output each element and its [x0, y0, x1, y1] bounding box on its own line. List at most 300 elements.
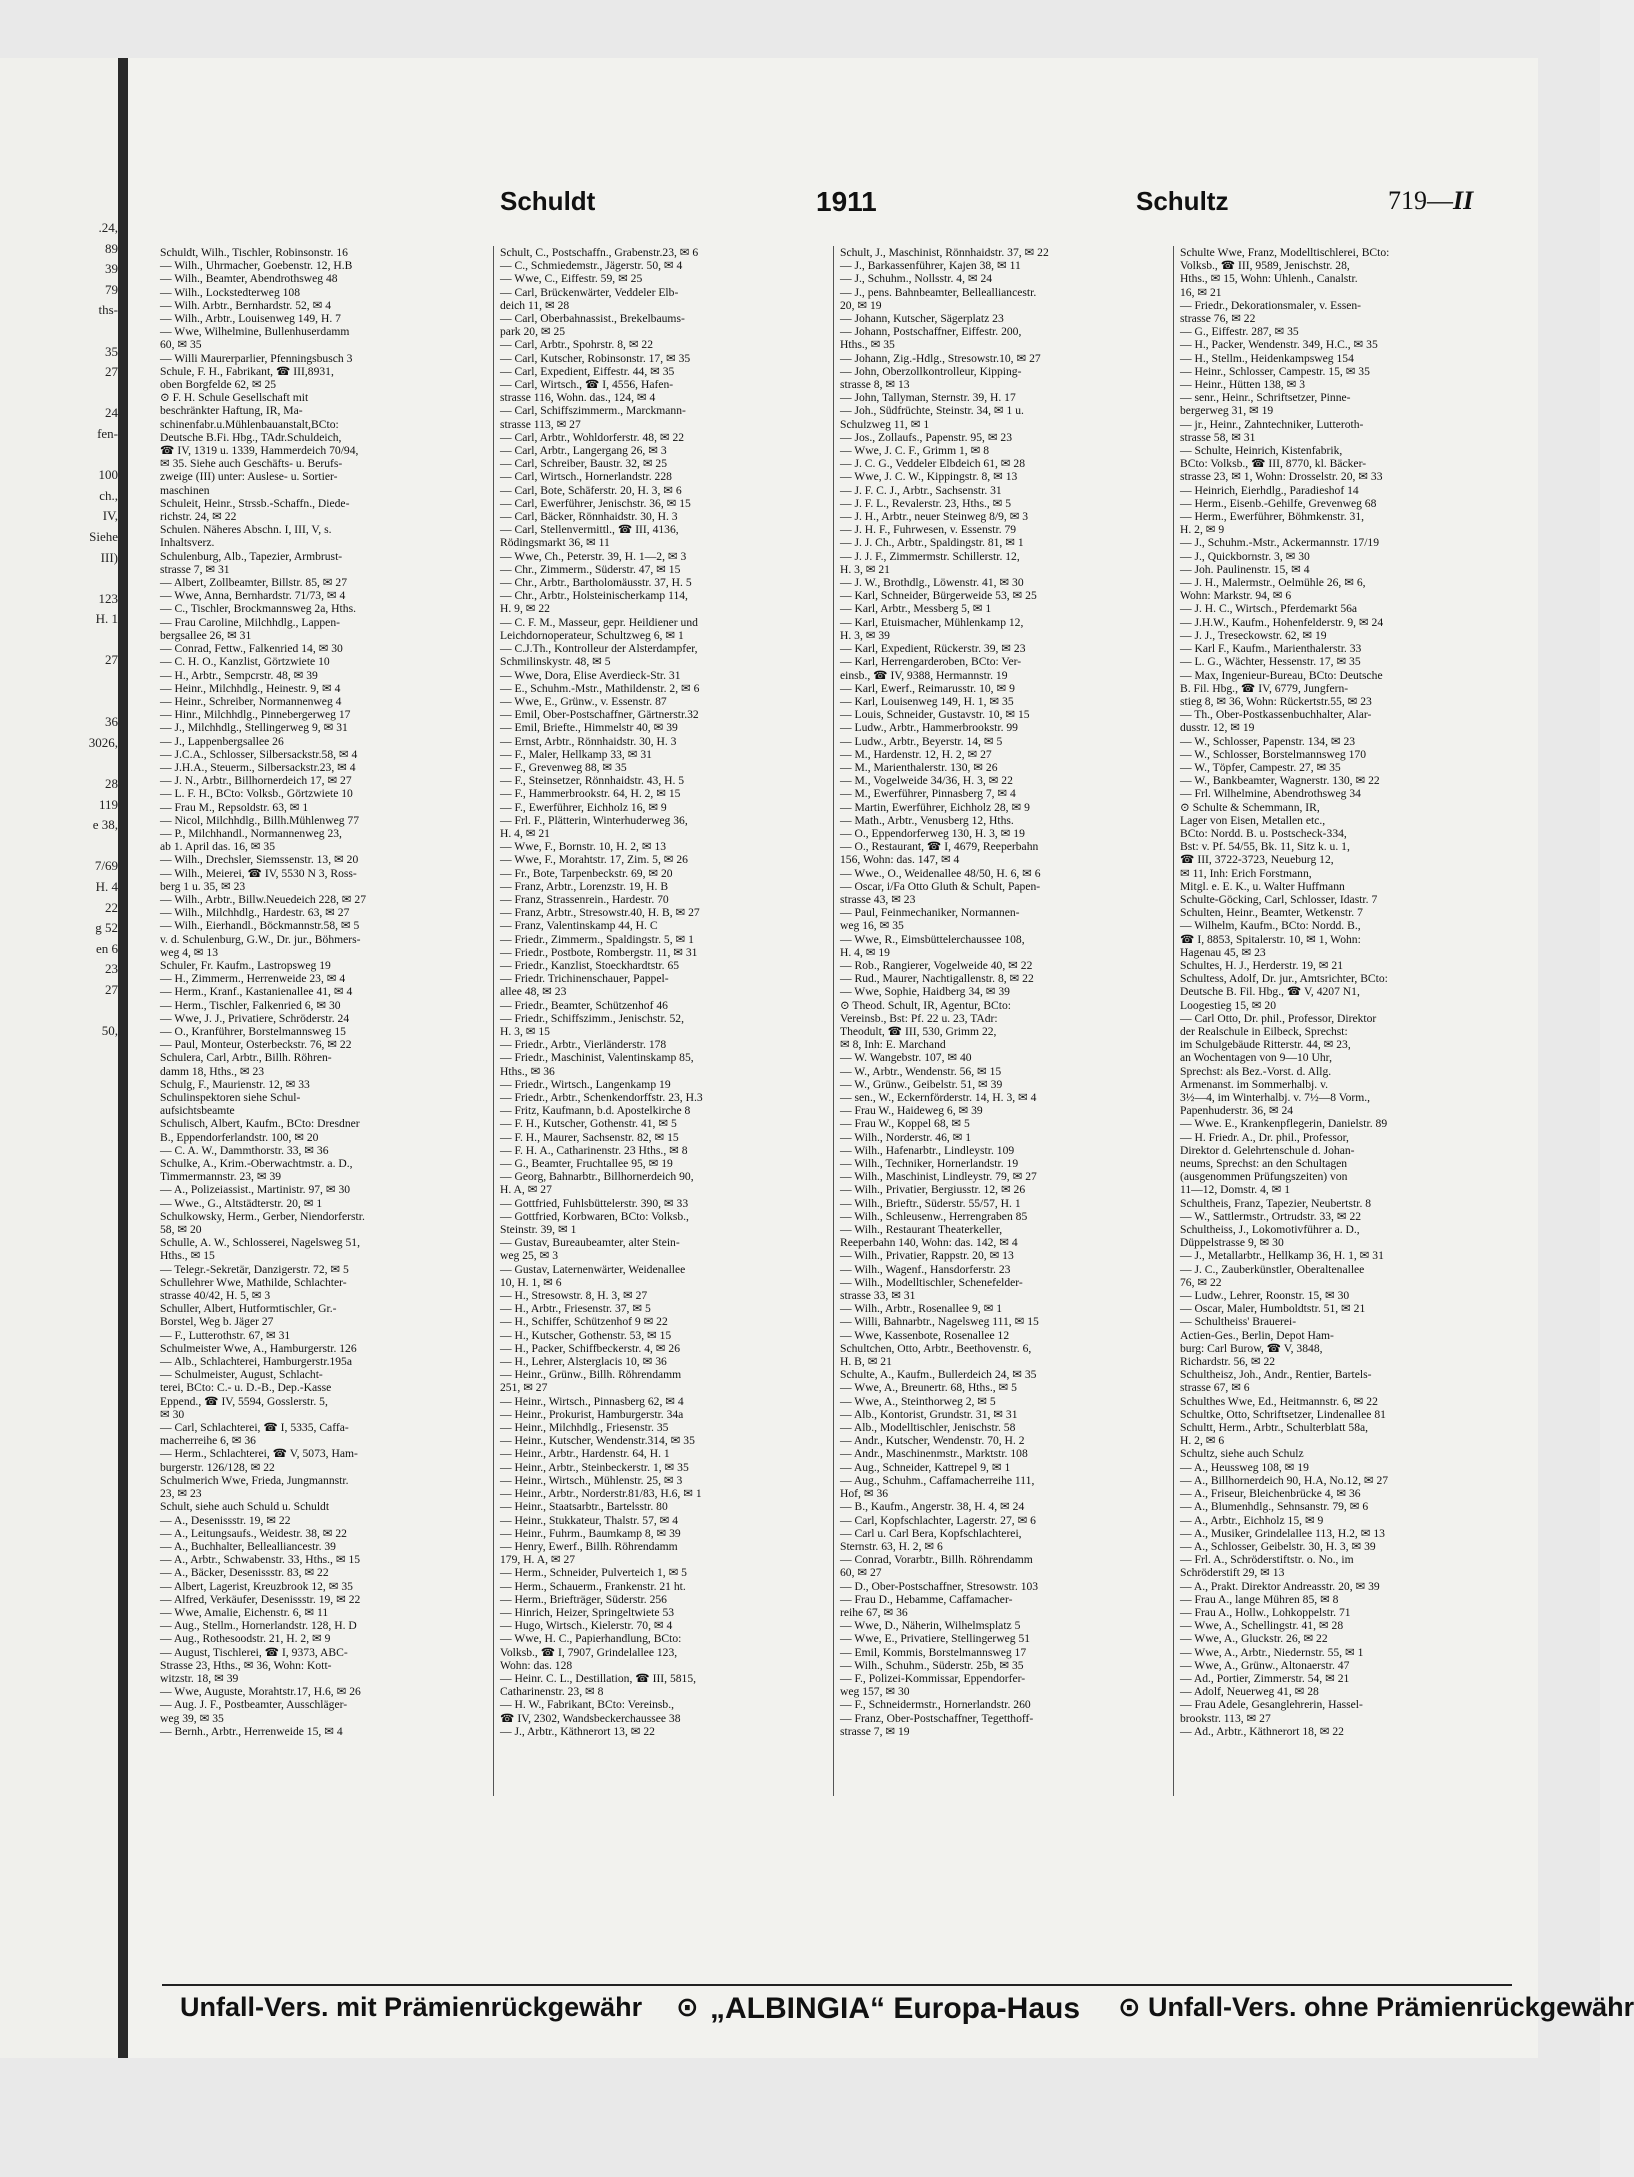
directory-entry-line: H. B, ✉ 21: [840, 1355, 892, 1369]
directory-entry-line: burg: Carl Burow, ☎ V, 3848,: [1180, 1341, 1323, 1355]
directory-entry-line: strasse 116, Wohn. das., 124, ✉ 4: [500, 391, 656, 405]
directory-entry-line: — J. C. G., Veddeler Elbdeich 61, ✉ 28: [840, 457, 1025, 471]
directory-entry-line: — Bernh., Arbtr., Herrenweide 15, ✉ 4: [160, 1724, 343, 1738]
directory-entry-line: strasse 67, ✉ 6: [1180, 1381, 1250, 1395]
directory-entry-line: — J. J., Treseckowstr. 62, ✉ 19: [1180, 628, 1327, 642]
directory-entry-line: — Albert, Zollbeamter, Billstr. 85, ✉ 27: [160, 576, 347, 590]
directory-entry-line: — O., Kranführer, Borstelmannsweg 15: [160, 1024, 346, 1038]
previous-page-fragment: [89, 753, 118, 774]
directory-entry-line: ☎ I, 8853, Spitalerstr. 10, ✉ 1, Wohn:: [1180, 932, 1361, 946]
directory-entry-line: — A., Bäcker, Desenissstr. 83, ✉ 22: [160, 1566, 329, 1580]
directory-entry-line: terei, BCto: C.- u. D.-B., Dep.-Kasse: [160, 1381, 332, 1395]
page-number: [1388, 186, 1473, 216]
directory-entry-line: B., Eppendorferlandstr. 100, ✉ 20: [160, 1130, 319, 1144]
directory-entry-line: — Oscar, i/Fa Otto Gluth & Schult, Papen-: [840, 879, 1041, 893]
previous-page-fragment: 23: [105, 961, 118, 977]
previous-page-fragment: ch.,: [99, 487, 118, 503]
previous-page-fragment: [89, 671, 118, 692]
directory-entry-line: burgerstr. 126/128, ✉ 22: [160, 1460, 275, 1474]
directory-entry-line: Schultes, H. J., Herderstr. 19, ✉ 21: [1180, 958, 1343, 972]
footer-rule: [162, 1984, 1512, 1986]
directory-entry-line: — Karl, Ewerf., Reimarusstr. 10, ✉ 9: [840, 681, 1015, 695]
directory-entry-line: Schulg, F., Maurienstr. 12, ✉ 33: [160, 1077, 310, 1091]
directory-entry-line: — Hugo, Wirtsch., Kielerstr. 70, ✉ 4: [500, 1619, 673, 1633]
directory-entry-line: im Schulgebäude Ritterstr. 44, ✉ 23,: [1180, 1038, 1351, 1052]
directory-entry-line: — Wwe, Ch., Peterstr. 39, H. 1—2, ✉ 3: [500, 549, 687, 563]
directory-entry-line: — Hinrich, Heizer, Springeltwiete 53: [500, 1605, 675, 1619]
directory-entry-line: — J.H.W., Kaufm., Hohenfelderstr. 9, ✉ 24: [1180, 615, 1384, 629]
directory-entry-line: — Schultheiss' Brauerei-: [1180, 1315, 1297, 1329]
directory-entry-line: — Heinr., Staatsarbtr., Bartelsstr. 80: [500, 1500, 668, 1514]
directory-entry-line: strasse 40/42, H. 5, ✉ 3: [160, 1289, 271, 1303]
directory-entry-line: — Karl, Schneider, Bürgerweide 53, ✉ 25: [840, 589, 1037, 603]
directory-entry-line: — Heinr., Prokurist, Hamburgerstr. 34a: [500, 1407, 684, 1421]
directory-entry-line: — Oscar, Maler, Humboldtstr. 51, ✉ 21: [1180, 1302, 1366, 1316]
directory-entry-line: — Emil, Kommis, Borstelmannsweg 17: [840, 1645, 1027, 1659]
directory-entry-line: Schulthes Wwe, Ed., Heitmannstr. 6, ✉ 22: [1180, 1394, 1378, 1408]
directory-entry-line: Schuleit, Heinr., Strssb.-Schaffn., Diede-: [160, 496, 350, 510]
previous-page-fragment: 24: [105, 405, 118, 421]
directory-entry-line: ☎ IV, 1319 u. 1339, Hammerdeich 70/94,: [160, 444, 359, 458]
directory-entry-line: — Heinr., Schlosser, Campestr. 15, ✉ 35: [1180, 364, 1370, 378]
directory-entry-line: Schulte Wwe, Franz, Modelltischlerei, BCto:: [1180, 246, 1390, 259]
directory-entry-line: — Wwe, Wilhelmine, Bullenhuserdamm: [160, 325, 350, 339]
directory-entry-line: — Ad., Arbtr., Käthnerort 18, ✉ 22: [1180, 1724, 1344, 1738]
header-year: 1911: [816, 186, 877, 217]
directory-entry-line: ✉ 11, Inh: Erich Forstmann,: [1180, 866, 1312, 880]
directory-entry-line: ⊙ Schulte & Schemmann, IR,: [1180, 800, 1320, 814]
directory-entry-line: weg 39, ✉ 35: [160, 1711, 224, 1725]
directory-entry-line: — Karl, Arbtr., Messberg 5, ✉ 1: [840, 602, 992, 616]
directory-entry-line: — Heinr. C. L., Destillation, ☎ III, 5815,: [500, 1671, 697, 1685]
directory-entry-line: — Heinr., Stukkateur, Thalstr. 57, ✉ 4: [500, 1513, 679, 1527]
directory-entry-line: — J. C., Zauberkünstler, Oberaltenallee: [1180, 1262, 1365, 1276]
previous-page-fragment: .24,: [98, 220, 118, 235]
directory-entry-line: — W., Grünw., Geibelstr. 51, ✉ 39: [840, 1077, 1003, 1091]
directory-entry-line: 20, ✉ 19: [840, 298, 882, 312]
directory-entry-line: — Chr., Zimmerm., Süderstr. 47, ✉ 15: [500, 562, 681, 576]
directory-entry-line: — G., Eiffestr. 287, ✉ 35: [1180, 325, 1299, 339]
directory-entry-line: Mitgl. e. E. K., u. Walter Huffmann: [1180, 879, 1345, 893]
directory-entry-line: — Friedr., Zimmerm., Spaldingstr. 5, ✉ 1: [500, 932, 694, 946]
directory-page: [128, 58, 1634, 2058]
directory-entry-line: H. 3, ✉ 21: [840, 562, 890, 576]
footer-separator-2: ⊙: [1118, 1992, 1141, 2022]
directory-entry-line: — Friedr., Maschinist, Valentinskamp 85,: [500, 1051, 694, 1065]
directory-entry-line: — Wwe, Anna, Bernhardstr. 71/73, ✉ 4: [160, 589, 346, 603]
directory-entry-line: — A., Arbtr., Schwabenstr. 33, Hths., ✉ 15: [160, 1553, 361, 1567]
directory-entry-line: strasse 43, ✉ 23: [840, 892, 916, 906]
directory-entry-line: — F., Steinsetzer, Rönnhaidstr. 43, H. 5: [500, 774, 685, 788]
page-number-suffix: II: [1453, 186, 1474, 215]
directory-entry-line: — H., Lehrer, Alsterglacis 10, ✉ 36: [500, 1355, 667, 1369]
directory-entry-line: strasse 76, ✉ 22: [1180, 312, 1256, 326]
directory-entry-line: — Franz, Arbtr., Stresowstr.40, H. B, ✉ 27: [500, 906, 700, 920]
directory-entry-line: — G., Beamter, Fruchtallee 95, ✉ 19: [500, 1157, 673, 1171]
directory-entry-line: Schulke, A., Krim.-Oberwachtmstr. a. D.,: [160, 1157, 353, 1171]
directory-entry-line: — J., Schuhm.-Mstr., Ackermannstr. 17/19: [1180, 536, 1380, 550]
directory-entry-line: — F., Ewerführer, Eichholz 16, ✉ 9: [500, 800, 667, 814]
directory-entry-line: Schulzweg 11, ✉ 1: [840, 417, 930, 431]
directory-entry-line: — Wilhelm, Kaufm., BCto: Nordd. B.,: [1180, 919, 1361, 933]
directory-entry-line: — Aug., Schneider, Kattrepel 9, ✉ 1: [840, 1460, 1011, 1474]
directory-entry-line: — H., Stellm., Heidenkampsweg 154: [1180, 351, 1354, 365]
directory-entry-line: — Wilh., Meierei, ☎ IV, 5530 N 3, Ross-: [160, 866, 357, 880]
directory-entry-line: — Joh. Paulinenstr. 15, ✉ 4: [1180, 562, 1310, 576]
directory-entry-line: Borstel, Weg b. Jäger 27: [160, 1315, 274, 1329]
column-4: [1180, 246, 1506, 1738]
directory-entry-line: — Carl, Oberbahnassist., Brekelbaums-: [500, 312, 685, 326]
directory-entry-line: — A., Heussweg 108, ✉ 19: [1180, 1460, 1309, 1474]
directory-entry-line: — Carl, Wirtsch., ☎ I, 4556, Hafen-: [500, 378, 674, 392]
directory-entry-line: — Carl, Arbtr., Spohrstr. 8, ✉ 22: [500, 338, 654, 352]
directory-entry-line: — Heinr., Arbtr., Norderstr.81/83, H.6, ✉ 1: [500, 1487, 702, 1501]
previous-page-fragment: [89, 321, 118, 342]
directory-entry-line: — Friedr. Trichinenschauer, Pappel-: [500, 972, 669, 986]
directory-entry-line: — M., Marienthalerstr. 130, ✉ 26: [840, 760, 998, 774]
directory-entry-line: H. A, ✉ 27: [500, 1183, 552, 1197]
directory-entry-line: — Wilh., Eierhandl., Böckmannstr.58, ✉ 5: [160, 919, 360, 933]
directory-entry-line: — Wwe, A., Arbtr., Niedernstr. 55, ✉ 1: [1180, 1645, 1364, 1659]
directory-entry-line: Deutsche B. Fil. Hbg., ☎ V, 4207 N1,: [1180, 985, 1360, 999]
directory-entry-line: — Friedr., Arbtr., Schenkendorffstr. 23, H.3: [500, 1091, 703, 1104]
directory-entry-line: strasse 7, ✉ 19: [840, 1724, 910, 1738]
directory-entry-line: ✉ 30: [160, 1407, 185, 1421]
directory-entry-line: Schulera, Carl, Arbtr., Billh. Röhren-: [160, 1051, 332, 1065]
directory-entry-line: — Wilh., Techniker, Hornerlandstr. 19: [840, 1157, 1019, 1171]
directory-entry-line: — Wilh., Brieftr., Süderstr. 55/57, H. 1: [840, 1196, 1021, 1210]
directory-entry-line: — Wwe, F., Bornstr. 10, H. 2, ✉ 13: [500, 840, 667, 854]
directory-entry-line: — A., Prakt. Direktor Andreasstr. 20, ✉ 39: [1180, 1579, 1380, 1593]
directory-entry-line: H. 4, ✉ 19: [840, 945, 890, 959]
previous-page-fragment: g 52: [95, 920, 118, 936]
directory-entry-line: — Jos., Zollaufs., Papenstr. 95, ✉ 23: [840, 430, 1013, 444]
directory-entry-line: — C. A. W., Dammthorstr. 33, ✉ 36: [160, 1143, 329, 1157]
directory-entry-line: — Schulmeister, August, Schlacht-: [160, 1368, 323, 1382]
previous-page-fragment: 27: [105, 364, 118, 380]
directory-entry-line: — Heinrich, Eierhdlg., Paradieshof 14: [1180, 483, 1359, 497]
directory-entry-line: — Aug. J. F., Postbeamter, Ausschläger-: [160, 1698, 348, 1712]
previous-page-fragment: 39: [105, 261, 118, 277]
directory-entry-line: strasse 113, ✉ 27: [500, 417, 581, 431]
directory-entry-line: richstr. 24, ✉ 22: [160, 510, 237, 524]
directory-entry-line: — Herm., Schlachterei, ☎ V, 5073, Ham-: [160, 1447, 358, 1461]
directory-entry-line: 11—12, Domstr. 4, ✉ 1: [1180, 1183, 1291, 1197]
directory-entry-line: Sprechst: als Bez.-Vorst. d. Allg.: [1180, 1064, 1332, 1078]
directory-entry-line: 156, Wohn: das. 147, ✉ 4: [840, 853, 960, 867]
directory-entry-line: — Schulte, Heinrich, Kistenfabrik,: [1180, 444, 1343, 458]
directory-entry-line: — J. H. C., Wirtsch., Pferdemarkt 56a: [1180, 602, 1358, 616]
directory-entry-line: — J.H.A., Steuerm., Silbersackstr.23, ✉ 4: [160, 760, 356, 774]
directory-entry-line: Schulle, A. W., Schlosserei, Nagelsweg 51,: [160, 1236, 360, 1250]
directory-entry-line: — Wwe, Auguste, Morahtstr.17, H.6, ✉ 26: [160, 1685, 361, 1699]
directory-entry-line: — Wwe, J. J., Privatiere, Schröderstr. 24: [160, 1011, 350, 1025]
directory-entry-line: — Wilh., Milchhdlg., Hardestr. 63, ✉ 27: [160, 906, 350, 920]
directory-entry-line: — Wilh., Maschinist, Lindleystr. 79, ✉ 27: [840, 1170, 1037, 1184]
directory-columns: [160, 246, 1520, 1946]
footer-left-ad: Unfall-Vers. mit Prämienrückgewähr: [180, 1992, 643, 2022]
directory-entry-line: Eppend., ☎ IV, 5594, Gosslerstr. 5,: [160, 1394, 328, 1408]
directory-entry-line: — F., Maler, Hellkamp 33, ✉ 31: [500, 747, 652, 761]
directory-entry-line: — Ludw., Arbtr., Hammerbrookstr. 99: [840, 721, 1018, 735]
directory-entry-line: — F., Schneidermstr., Hornerlandstr. 260: [840, 1698, 1031, 1712]
directory-entry-line: — D., Ober-Postschaffner, Stresowstr. 103: [840, 1579, 1039, 1593]
previous-page-fragment: III): [100, 549, 118, 565]
directory-entry-line: — W., Sattlermstr., Ortrudstr. 33, ✉ 22: [1180, 1209, 1362, 1223]
previous-page-fragment: 22: [105, 899, 118, 915]
directory-entry-line: Schulen. Näheres Abschn. I, III, V, s.: [160, 523, 332, 537]
directory-entry-line: — Wwe, A., Gluckstr. 26, ✉ 22: [1180, 1632, 1328, 1646]
directory-entry-line: — J. N., Arbtr., Billhornerdeich 17, ✉ 27: [160, 774, 352, 788]
directory-entry-line: — Heinr., Arbtr., Steinbeckerstr. 1, ✉ 35: [500, 1460, 689, 1474]
directory-entry-line: — Andr., Maschinenmstr., Marktstr. 108: [840, 1447, 1028, 1461]
directory-entry-line: Schultt, Herm., Arbtr., Schulterblatt 58a,: [1180, 1421, 1369, 1435]
directory-entry-line: Schulmerich Wwe, Frieda, Jungmannstr.: [160, 1473, 349, 1487]
directory-entry-line: — Wilh., Modelltischler, Schenefelder-: [840, 1275, 1023, 1289]
directory-entry-line: der Realschule in Eilbeck, Sprechst:: [1180, 1024, 1348, 1038]
directory-entry-line: strasse 58, ✉ 31: [1180, 430, 1256, 444]
directory-entry-line: — J., Lappenbergsallee 26: [160, 734, 284, 748]
directory-entry-line: — Wwe, A., Grünw., Altonaerstr. 47: [1180, 1658, 1350, 1672]
previous-page-fragments: [89, 218, 118, 1042]
directory-entry-line: — A., Polizeiassist., Martinistr. 97, ✉ 30: [160, 1183, 351, 1197]
directory-entry-line: — J. W., Brothdlg., Löwenstr. 41, ✉ 30: [840, 576, 1024, 590]
directory-entry-line: Hths., ✉ 35: [840, 338, 895, 352]
directory-entry-line: stieg 8, ✉ 36, Wohn: Rückertstr.55, ✉ 23: [1180, 694, 1372, 708]
directory-entry-line: — Max, Ingenieur-Bureau, BCto: Deutsche: [1180, 668, 1383, 682]
column-1: [160, 246, 486, 1738]
directory-entry-line: — W., Schlosser, Papenstr. 134, ✉ 23: [1180, 734, 1356, 748]
previous-page-fragment: [89, 383, 118, 404]
directory-entry-line: — Wwe, A., Schellingstr. 41, ✉ 28: [1180, 1619, 1344, 1633]
previous-page-fragment: H. 1: [95, 611, 118, 627]
directory-entry-line: park 20, ✉ 25: [500, 325, 566, 339]
directory-entry-line: — Friedr., Arbtr., Vierländerstr. 178: [500, 1038, 667, 1052]
directory-entry-line: — Fr., Bote, Tarpenbeckstr. 69, ✉ 20: [500, 866, 673, 880]
directory-entry-line: — Wwe, Dora, Elise Averdieck-Str. 31: [500, 668, 681, 682]
directory-entry-line: — Heinr., Grünw., Billh. Röhrendamm: [500, 1368, 682, 1382]
header-first-entry: Schuldt: [500, 186, 596, 216]
directory-entry-line: — J. F. C. J., Arbtr., Sachsenstr. 31: [840, 483, 1002, 497]
previous-page-fragment: 100: [98, 467, 118, 483]
directory-entry-line: — A., Desenissstr. 19, ✉ 22: [160, 1513, 291, 1527]
directory-entry-line: — J., Schuhm., Nollsstr. 4, ✉ 24: [840, 272, 993, 286]
directory-entry-line: — Aug., Rothesoodstr. 21, H. 2, ✉ 9: [160, 1632, 331, 1646]
directory-entry-line: — Alfred, Verkäufer, Desenissstr. 19, ✉ 22: [160, 1592, 361, 1606]
previous-page-fragment: 79: [105, 281, 118, 297]
directory-entry-line: — Th., Ober-Postkassenbuchhalter, Alar-: [1180, 708, 1372, 722]
directory-entry-line: Volksb., ☎ III, 9589, Jenischstr. 28,: [1180, 259, 1350, 273]
header-last-entry: Schultz: [1136, 186, 1229, 216]
previous-page-fragment: H. 4: [95, 879, 118, 894]
directory-entry-line: Schulisch, Albert, Kaufm., BCto: Dresdner: [160, 1117, 360, 1131]
directory-entry-line: an Wochentagen von 9—10 Uhr,: [1180, 1051, 1332, 1065]
directory-entry-line: — J., Arbtr., Käthnerort 13, ✉ 22: [500, 1724, 655, 1738]
directory-entry-line: — Joh., Südfrüchte, Steinstr. 34, ✉ 1 u.: [840, 404, 1024, 418]
previous-page-edge: [0, 58, 122, 2058]
directory-entry-line: strasse 23, ✉ 1, Wohn: Drosselstr. 20, ✉ 33: [1180, 470, 1383, 484]
directory-entry-line: — Wwe, D., Näherin, Wilhelmsplatz 5: [840, 1619, 1021, 1633]
directory-entry-line: — Franz, Strassenrein., Hardestr. 70: [500, 892, 669, 906]
directory-entry-line: — Karl, Louisenweg 149, H. 1, ✉ 35: [840, 694, 1014, 708]
directory-entry-line: — F. H., Maurer, Sachsenstr. 82, ✉ 15: [500, 1130, 679, 1144]
directory-entry-line: — Gottfried, Korbwaren, BCto: Volksb.,: [500, 1209, 689, 1223]
directory-entry-line: — H., Arbtr., Sempcrstr. 48, ✉ 39: [160, 668, 318, 682]
directory-entry-line: — H., Schiffer, Schützenhof 9 ✉ 22: [500, 1315, 668, 1329]
directory-entry-line: ✉ 35. Siehe auch Geschäfts- u. Berufs-: [160, 457, 343, 471]
directory-entry-line: — C. H. O., Kanzlist, Görtzwiete 10: [160, 655, 330, 669]
directory-entry-line: — Wilh. Arbtr., Bernhardstr. 52, ✉ 4: [160, 298, 332, 312]
directory-entry-line: — O., Eppendorferweg 130, H. 3, ✉ 19: [840, 826, 1025, 840]
directory-entry-line: Schulte, A., Kaufm., Bullerdeich 24, ✉ 35: [840, 1368, 1037, 1382]
directory-entry-line: 23, ✉ 23: [160, 1487, 202, 1501]
directory-entry-line: v. d. Schulenburg, G.W., Dr. jur., Böhmers-: [160, 932, 361, 946]
directory-entry-line: — J., pens. Bahnbeamter, Bellealliancestr.: [840, 285, 1037, 299]
directory-entry-line: — H. W., Fabrikant, BCto: Vereinsb.,: [500, 1698, 675, 1712]
directory-entry-line: BCto: Nordd. B. u. Postscheck-334,: [1180, 826, 1347, 840]
directory-entry-line: Schule, F. H., Fabrikant, ☎ III,8931,: [160, 364, 334, 378]
footer-separator-1: ⊙: [676, 1992, 699, 2022]
previous-page-fragment: 7/69: [94, 858, 118, 874]
directory-entry-line: — Aug., Schuhm., Caffamacherreihe 111,: [840, 1473, 1035, 1487]
directory-entry-line: reihe 67, ✉ 36: [840, 1605, 908, 1619]
directory-entry-line: Steinstr. 39, ✉ 1: [500, 1223, 577, 1237]
directory-entry-line: — C., Schmiedemstr., Jägerstr. 50, ✉ 4: [500, 259, 683, 273]
directory-entry-line: Schulenburg, Alb., Tapezier, Armbrust-: [160, 549, 343, 563]
directory-entry-line: — A., Billhornerdeich 90, H.A, No.12, ✉ 27: [1180, 1473, 1389, 1487]
directory-entry-line: — Wwe, J. C. W., Kippingstr. 8, ✉ 13: [840, 470, 1018, 484]
directory-entry-line: — Carl, Kopfschlachter, Lagerstr. 27, ✉ 6: [840, 1513, 1036, 1527]
directory-entry-line: Schröderstift 29, ✉ 13: [1180, 1566, 1285, 1580]
directory-entry-line: Leichdornoperateur, Schultzweg 6, ✉ 1: [500, 628, 684, 642]
directory-entry-line: Schultz, siehe auch Schulz: [1180, 1447, 1304, 1461]
directory-entry-line: oben Borgfelde 62, ✉ 25: [160, 378, 277, 392]
directory-entry-line: — Wilh., Lockstedterweg 108: [160, 285, 301, 299]
directory-entry-line: — Alb., Kontorist, Grundstr. 31, ✉ 31: [840, 1407, 1018, 1421]
directory-entry-line: — Paul, Feinmechaniker, Normannen-: [840, 906, 1020, 920]
page-number-value: 719—: [1388, 186, 1453, 215]
directory-entry-line: Schulmeister Wwe, A., Hamburgerstr. 126: [160, 1341, 357, 1355]
directory-entry-line: — Carl, Bote, Schäferstr. 20, H. 3, ✉ 6: [500, 483, 682, 497]
directory-entry-line: H. 2, ✉ 6: [1180, 1434, 1225, 1448]
directory-entry-line: 58, ✉ 20: [160, 1223, 202, 1237]
directory-entry-line: — Wwe, R., Eimsbüttelerchaussee 108,: [840, 932, 1025, 946]
directory-entry-line: — Frau W., Haideweg 6, ✉ 39: [840, 1104, 983, 1118]
previous-page-fragment: 27: [105, 652, 118, 668]
directory-entry-line: — C.J.Th., Kontrolleur der Alsterdampfer,: [500, 642, 698, 656]
footer-right-ad: Unfall-Vers. ohne Prämienrückgewähr: [1148, 1992, 1634, 2022]
directory-entry-line: beschränkter Haftung, IR, Ma-: [160, 404, 303, 418]
directory-entry-line: — Carl, Ewerführer, Jenischstr. 36, ✉ 15: [500, 496, 691, 510]
directory-entry-line: — jr., Heinr., Zahntechniker, Lutteroth-: [1180, 417, 1364, 431]
directory-entry-line: Schult, J., Maschinist, Rönnhaidstr. 37, ✉ 22: [840, 246, 1049, 259]
directory-entry-line: 76, ✉ 22: [1180, 1275, 1222, 1289]
directory-entry-line: strasse 33, ✉ 31: [840, 1289, 916, 1303]
directory-entry-line: — Wilh., Hafenarbtr., Lindleystr. 109: [840, 1143, 1015, 1157]
previous-page-fragment: [89, 692, 118, 713]
directory-entry-line: — Herm., Schauerm., Frankenstr. 21 ht.: [500, 1579, 686, 1593]
directory-entry-line: maschinen: [160, 483, 210, 497]
directory-entry-line: — H. Friedr. A., Dr. phil., Professor,: [1180, 1130, 1349, 1144]
previous-page-fragment: [89, 568, 118, 589]
directory-entry-line: — Carl, Schlachterei, ☎ I, 5335, Caffa-: [160, 1421, 349, 1435]
directory-entry-line: — Carl, Expedient, Eiffestr. 44, ✉ 35: [500, 364, 675, 378]
directory-entry-line: — Carl, Arbtr., Langergang 26, ✉ 3: [500, 444, 667, 458]
directory-entry-line: — Wwe, C., Eiffestr. 59, ✉ 25: [500, 272, 643, 286]
directory-entry-line: Rödingsmarkt 36, ✉ 11: [500, 536, 610, 550]
previous-page-fragment: 123: [98, 590, 118, 606]
previous-page-fragment: e 38,: [92, 817, 118, 833]
directory-entry-line: — Heinr., Hütten 138, ✉ 3: [1180, 378, 1305, 392]
directory-entry-line: — August, Tischlerei, ☎ I, 9373, ABC-: [160, 1645, 348, 1659]
directory-entry-line: — Wilh., Arbtr., Billw.Neuedeich 228, ✉ 27: [160, 892, 366, 906]
directory-entry-line: Düppelstrasse 9, ✉ 30: [1180, 1236, 1284, 1250]
directory-entry-line: H. 3, ✉ 15: [500, 1024, 550, 1038]
directory-entry-line: Schuler, Fr. Kaufm., Lastropsweg 19: [160, 958, 331, 972]
directory-entry-line: Schulte-Göcking, Carl, Schlosser, Idastr. 7: [1180, 892, 1378, 906]
directory-entry-line: — W., Töpfer, Campestr. 27, ✉ 35: [1180, 760, 1341, 774]
directory-entry-line: — Wwe, Kassenbote, Rosenallee 12: [840, 1328, 1010, 1342]
directory-entry-line: — Carl, Schreiber, Baustr. 32, ✉ 25: [500, 457, 668, 471]
directory-entry-line: — Gustav, Bureaubeamter, alter Stein-: [500, 1236, 680, 1250]
directory-entry-line: — Frau M., Repsoldstr. 63, ✉ 1: [160, 800, 309, 814]
directory-entry-line: — Wilh., Beamter, Abendrothsweg 48: [160, 272, 338, 286]
directory-entry-line: Armenanst. im Sommerhalbj. v.: [1180, 1077, 1329, 1091]
directory-entry-line: berg 1 u. 35, ✉ 23: [160, 879, 246, 893]
directory-entry-line: — Friedr., Kanzlist, Stoeckhardtstr. 65: [500, 958, 680, 972]
directory-entry-line: Loogestieg 15, ✉ 20: [1180, 998, 1277, 1012]
directory-entry-line: — Wwe, Sophie, Haidberg 34, ✉ 39: [840, 985, 1010, 999]
advertisement-footer: [128, 1992, 1634, 2032]
directory-entry-line: bergerweg 31, ✉ 19: [1180, 404, 1274, 418]
column-2: [500, 246, 826, 1738]
directory-entry-line: — Karl, Etuismacher, Mühlenkamp 12,: [840, 615, 1024, 629]
directory-entry-line: weg 4, ✉ 13: [160, 945, 219, 959]
directory-entry-line: — Karl, Expedient, Rückerstr. 39, ✉ 23: [840, 642, 1026, 656]
directory-entry-line: Schulkowsky, Herm., Gerber, Niendorferstr.: [160, 1209, 365, 1223]
directory-entry-line: — Frau Caroline, Milchhdlg., Lappen-: [160, 615, 340, 629]
directory-entry-line: — J.C.A., Schlosser, Silbersackstr.58, ✉ 4: [160, 747, 358, 761]
directory-entry-line: — Heinr., Milchhdlg., Heinestr. 9, ✉ 4: [160, 681, 341, 695]
directory-entry-line: — Herm., Ewerführer, Böhmkenstr. 31,: [1180, 510, 1365, 524]
directory-entry-line: — L. F. H., BCto: Volksb., Görtzwiete 10: [160, 787, 353, 801]
directory-entry-line: Schult, siehe auch Schuld u. Schuldt: [160, 1500, 330, 1514]
directory-entry-line: Hagenau 45, ✉ 23: [1180, 945, 1266, 959]
previous-page-fragment: Siehe: [89, 528, 118, 544]
directory-entry-line: Papenhuderstr. 36, ✉ 24: [1180, 1104, 1294, 1118]
directory-entry-line: Hths., ✉ 15: [160, 1249, 215, 1263]
directory-entry-line: Direktor d. Gelehrtenschule d. Johan-: [1180, 1143, 1355, 1157]
directory-entry-line: — Carl, Bäcker, Rönnhaidstr. 30, H. 3: [500, 510, 678, 524]
directory-entry-line: — Wilh., Schuhm., Süderstr. 25b, ✉ 35: [840, 1658, 1024, 1672]
directory-entry-line: — Heinr., Milchhdlg., Friesenstr. 35: [500, 1421, 669, 1435]
directory-entry-line: allee 48, ✉ 23: [500, 985, 567, 999]
directory-entry-line: witzstr. 18, ✉ 39: [160, 1671, 239, 1685]
directory-entry-line: Hths., ✉ 15, Wohn: Uhlenh., Canalstr.: [1180, 272, 1358, 286]
directory-entry-line: Schultchen, Otto, Arbtr., Beethovenstr. 6,: [840, 1341, 1032, 1355]
directory-entry-line: — Franz, Valentinskamp 44, H. C: [500, 919, 658, 933]
directory-entry-line: — J., Milchhdlg., Stellingerweg 9, ✉ 31: [160, 721, 348, 735]
directory-entry-line: Lager von Eisen, Metallen etc.,: [1180, 813, 1326, 827]
directory-entry-line: — P., Milchhandl., Normannenweg 23,: [160, 826, 342, 840]
column-divider: [833, 246, 834, 1796]
directory-entry-line: einsb., ☎ IV, 9388, Hermannstr. 19: [840, 668, 1008, 682]
directory-entry-line: Sternstr. 63, H. 2, ✉ 6: [840, 1539, 943, 1553]
directory-entry-line: — J., Quickbornstr. 3, ✉ 30: [1180, 549, 1310, 563]
previous-page-fragment: [89, 1001, 118, 1022]
previous-page-fragment: 119: [98, 796, 118, 812]
directory-entry-line: — Friedr., Postbote, Rombergstr. 11, ✉ 31: [500, 945, 698, 959]
